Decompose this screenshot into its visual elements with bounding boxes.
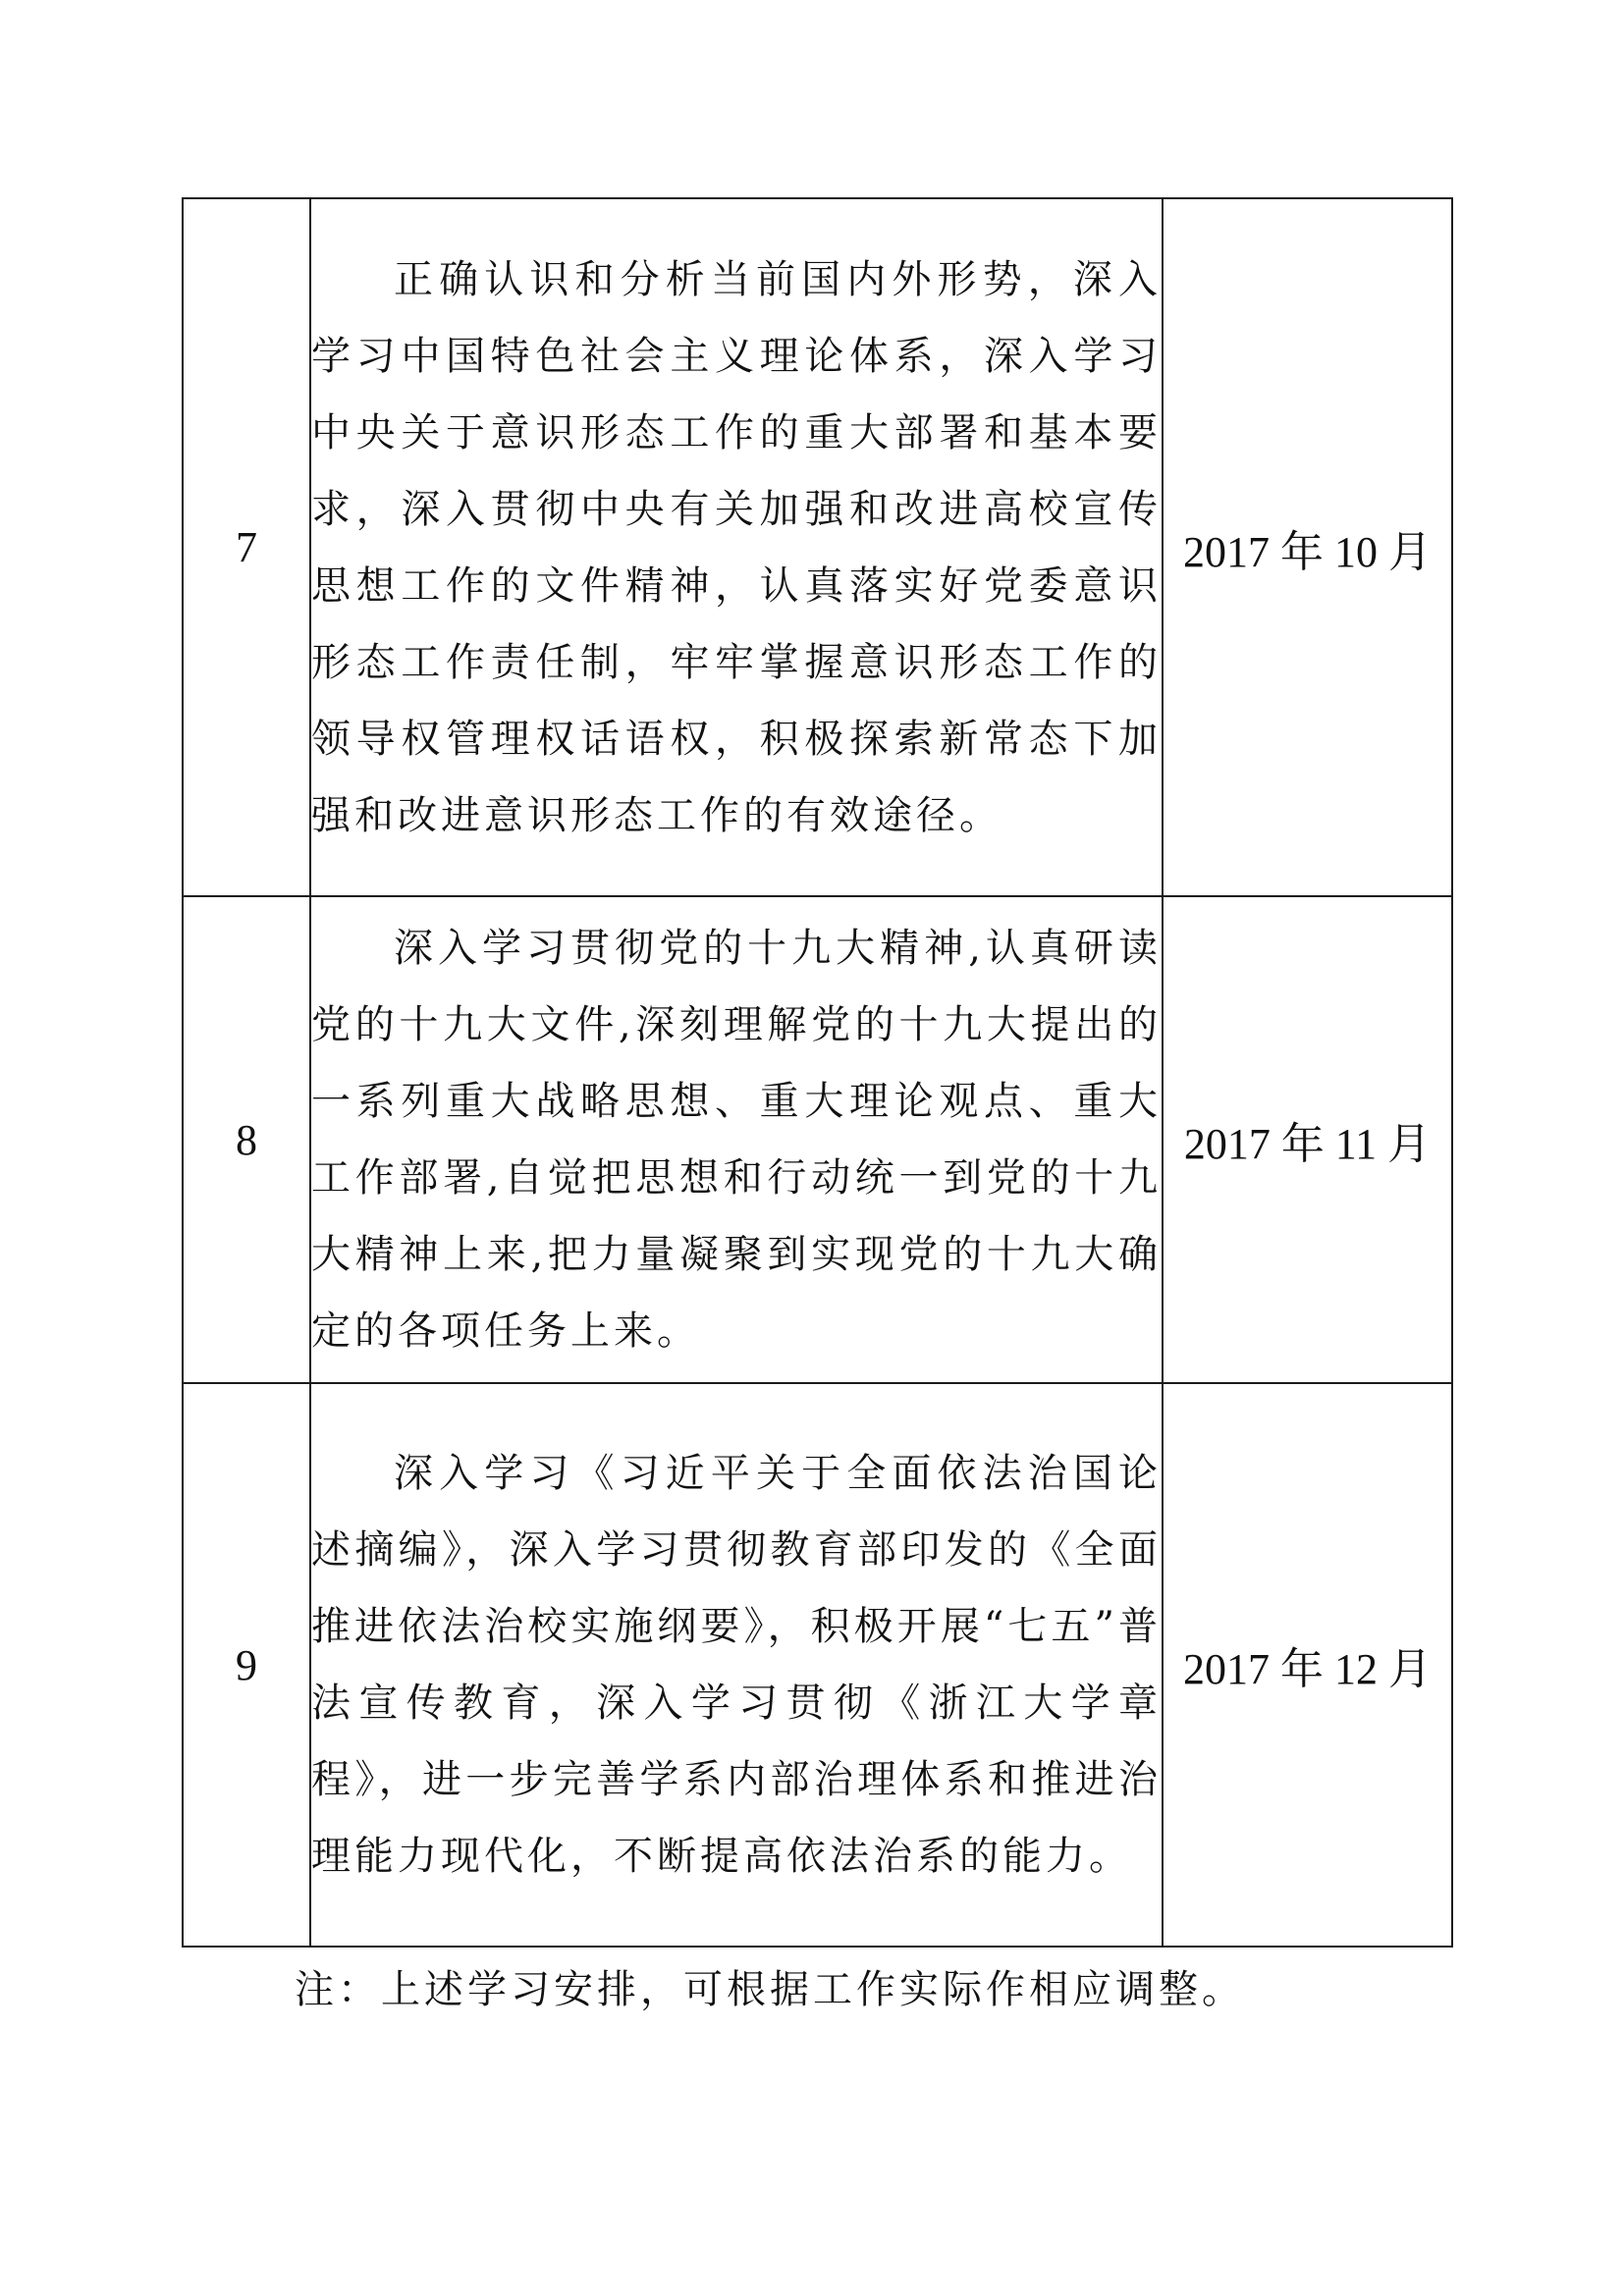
table-row	[183, 1383, 1452, 1947]
row-number: 9	[183, 1383, 310, 1947]
row-time: 2017 年 11 月	[1163, 896, 1452, 1383]
row-content: 深入学习贯彻党的十九大精神,认真研读党的十九大文件,深刻理解党的十九大提出的一系列重大战略思想、重大理论观点、重大工作部署,自觉把思想和行动统一到党的十九大精神上来,把力量凝聚到实现党的十九大确定的各项任务上来。	[311, 926, 1162, 1354]
row-time: 2017 年 12 月	[1163, 1383, 1452, 1947]
row-number: 7	[183, 198, 310, 896]
table-row	[183, 896, 1452, 1383]
row-content: 深入学习《习近平关于全面依法治国论述摘编》，深入学习贯彻教育部印发的《全面推进依法治校实施纲要》，积极开展“七五”普法宣传教育，深入学习贯彻《浙江大学章程》，进一步完善学系内部治理体系和推进治理能力现代化，不断提高依法治系的能力。	[311, 1451, 1162, 1879]
study-schedule-table	[182, 197, 1453, 1948]
row-content-cell	[310, 198, 1163, 896]
row-content-cell	[310, 1383, 1163, 1947]
table-row	[183, 198, 1452, 896]
row-time: 2017 年 10 月	[1163, 198, 1452, 896]
row-content-cell	[310, 896, 1163, 1383]
row-content: 正确认识和分析当前国内外形势，深入学习中国特色社会主义理论体系，深入学习中央关于意识形态工作的重大部署和基本要求，深入贯彻中央有关加强和改进高校宣传思想工作的文件精神，认真落实好党委意识形态工作责任制，牢牢掌握意识形态工作的领导权管理权话语权，积极探索新常态下加强和改进意识形态工作的有效途径。	[311, 256, 1162, 838]
footnote: 注：上述学习安排，可根据工作实际作相应调整。	[295, 1967, 1245, 2012]
row-number: 8	[183, 896, 310, 1383]
